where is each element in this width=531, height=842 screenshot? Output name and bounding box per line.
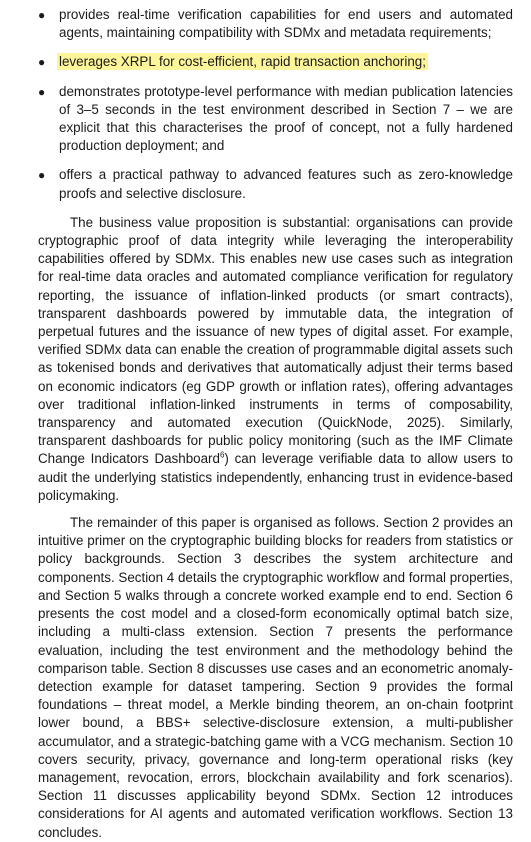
paragraph-text: ) can leverage verifiable data to allow users to audit the underlying statistics independently, enhancing trust in evidence-based policymaking.	[38, 451, 513, 503]
contribution-list	[38, 6, 513, 203]
bullet-icon: ●	[38, 8, 46, 22]
bullet-icon: ●	[38, 55, 46, 70]
list-item-text: offers a practical pathway to advanced features such as zero-knowledge proofs and selective disclosure.	[59, 167, 513, 201]
bullet-icon: ●	[38, 168, 46, 183]
list-item	[38, 6, 513, 42]
paper-outline-paragraph: The remainder of this paper is organised as follows. Section 2 provides an intuitive primer on the cryptographic building blocks for readers from statistics or policy backgrounds. Section 3 describes the system architecture and components. Section 4 details the cryptographic workflow and formal properties, and Section 5 walks through a concrete worked example end to end. Section 6 presents the cost model and a closed-form economically optimal batch size, including a multi-class extension. Section 7 presents the performance evaluation, including the test environment and the methodology behind the comparison table. Section 8 discusses use cases and an econometric anomaly-detection example for dataset tampering. Section 9 provides the formal foundations – threat model, a Merkle binding theorem, an on-chain footprint lower bound, a BBS+ selective-disclosure extension, a multi-publisher accumulator, and a strategic-batching game with a VCG mechanism. Section 10 covers security, privacy, governance and long-term operational risks (key management, revocation, errors, blockchain availability and fork scenarios). Section 11 discusses applicability beyond SDMx. Section 12 introduces considerations for AI agents and automated verification workflows. Section 13 concludes.	[38, 515, 513, 840]
list-item	[38, 83, 513, 156]
footnote-marker[interactable]: 6	[219, 451, 225, 460]
list-item-text: provides real-time verification capabilities for end users and automated agents, maintaining compatibility with SDMx and metadata requirements;	[59, 7, 513, 41]
bullet-icon: ●	[38, 84, 46, 99]
highlighted-text: leverages XRPL for cost-efficient, rapid transaction anchoring;	[59, 54, 426, 70]
list-item	[38, 166, 513, 202]
business-value-paragraph	[38, 214, 513, 505]
list-item	[38, 53, 513, 71]
list-item-text: demonstrates prototype-level performance with median publication latencies of 3–5 seconds in the test environment described in Section 7 – we are explicit that this characterises the proof of concept, not a fully hardened production deployment; and	[59, 83, 513, 154]
paragraph-text: The business value proposition is substantial: organisations can provide cryptographic proof of data integrity while leveraging the interoperability capabilities offered by SDMx. This enables new use cases such as integration for real-time data oracles and automated compliance verification for regulatory reporting, the issuance of inflation-linked products (or smart contracts), transparent dashboards powered by immutable data, the integration of perpetual futures and the issuance of new types of digital asset. For example, verified SDMx data can enable the creation of programmable digital assets such as tokenised bonds and derivatives that automatically adjust their terms based on economic indicators (eg GDP growth or inflation rates), offering advantages over traditional inflation-linked instruments in terms of composability, transparency and automated execution (QuickNode, 2025). Similarly, transparent dashboards for public policy monitoring (such as the IMF Climate Change Indicators Dashboard	[38, 214, 513, 467]
